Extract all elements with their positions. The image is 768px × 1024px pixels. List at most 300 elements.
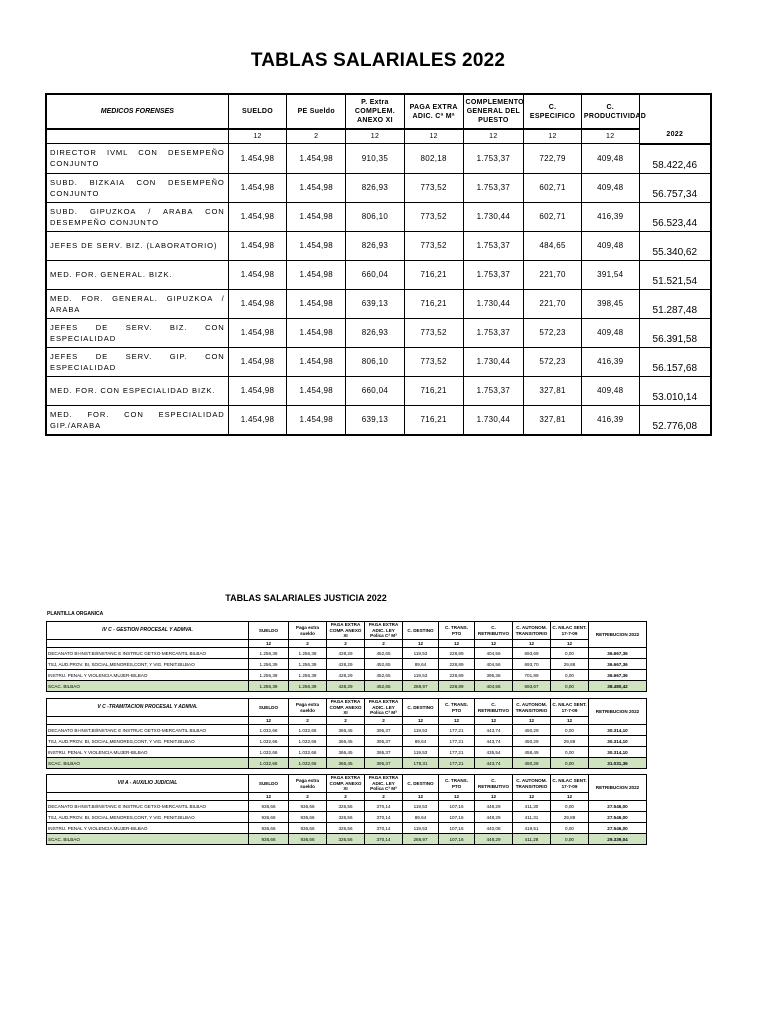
multiplier-cell: 12: [475, 793, 513, 801]
value-cell: 366,45: [327, 736, 365, 747]
row-label: SUBD. BIZKAIA CON DESEMPEÑO CONJUNTO: [46, 173, 228, 202]
multiplier-cell: 2: [365, 793, 403, 801]
multiplier-cell: 12: [475, 717, 513, 725]
value-cell: 440,08: [475, 823, 513, 834]
value-cell: 1.454,98: [228, 405, 287, 435]
column-header: C. DESTINO: [403, 775, 439, 793]
column-header: C. DESTINO: [403, 622, 439, 640]
table-row: [46, 289, 711, 318]
column-header: RETRIBUCION 2022: [589, 775, 647, 801]
value-cell: 448,29: [475, 812, 513, 823]
value-cell: 370,14: [365, 812, 403, 823]
multiplier-cell: 12: [581, 129, 639, 144]
value-cell: 221,70: [524, 260, 582, 289]
row-label: INSTRU. PENAL Y VIOLENCIA MUJER-BILBAO: [47, 823, 249, 834]
row-label: SCAC. BILBAO: [47, 758, 249, 769]
multiplier-cell: 12: [249, 717, 289, 725]
section-header-row: [47, 622, 647, 640]
value-cell: 428,29: [327, 659, 365, 670]
value-cell: 773,52: [404, 202, 463, 231]
value-cell: 693,67: [513, 681, 551, 692]
value-cell: 370,14: [365, 801, 403, 812]
value-cell: 1.454,98: [287, 260, 346, 289]
value-cell: 910,35: [346, 144, 405, 174]
value-cell: 806,10: [346, 347, 405, 376]
value-cell: 395,37: [365, 736, 403, 747]
value-cell: 773,52: [404, 347, 463, 376]
value-cell: 419,51: [513, 823, 551, 834]
row-label: DECANATO BI-INST.BI/INSTANC E INSTRUC GETXO-MERCANTIL BILBAO: [47, 648, 249, 659]
column-header: C. DESTINO: [403, 699, 439, 717]
column-header: C. RETRIBUTIVO: [475, 622, 513, 640]
value-cell: 119,53: [403, 725, 439, 736]
value-cell: 370,14: [365, 834, 403, 845]
plantilla-label: PLANTILLA ORGANICA: [47, 611, 104, 617]
value-cell: 107,16: [439, 801, 475, 812]
total-cell: 56.523,44: [639, 202, 711, 231]
row-label: MED. FOR. CON ESPECIALIDAD GIP./ARABA: [46, 405, 228, 435]
value-cell: 366,45: [327, 747, 365, 758]
column-header: C. AUTONOM. TRANSITORIO: [513, 622, 551, 640]
multiplier-cell: 12: [513, 717, 551, 725]
row-label: TSJ, AUD.PROV. BI, SOCIAL,MENORES,CONT, Y VIG. PENIT.BILBAO: [47, 659, 249, 670]
value-cell: 1.454,98: [228, 231, 287, 260]
value-cell: 716,21: [404, 260, 463, 289]
value-cell: 826,93: [346, 318, 405, 347]
value-cell: 1.454,98: [287, 347, 346, 376]
value-cell: 773,52: [404, 318, 463, 347]
multiplier-cell: 2: [327, 793, 365, 801]
row-label: INSTRU. PENAL Y VIOLENCIA MUJER-BILBAO: [47, 670, 249, 681]
value-cell: 326,56: [327, 801, 365, 812]
total-cell: 56.157,68: [639, 347, 711, 376]
value-cell: 443,74: [475, 736, 513, 747]
value-cell: 1.454,98: [287, 144, 346, 174]
value-cell: 327,81: [524, 405, 582, 435]
value-cell: 660,04: [346, 260, 405, 289]
value-cell: 409,48: [581, 318, 639, 347]
value-cell: 1.454,98: [228, 202, 287, 231]
column-header: COMPLEMENTO GENERAL DEL PUESTO: [463, 94, 524, 129]
value-cell: 1.256,39: [249, 659, 289, 670]
multiplier-cell: 12: [551, 640, 589, 648]
value-cell: 773,52: [404, 173, 463, 202]
value-cell: 177,21: [439, 758, 475, 769]
column-header: PE Sueldo: [287, 94, 346, 129]
value-cell: 443,74: [475, 725, 513, 736]
column-header: C. RETRIBUTIVO: [475, 699, 513, 717]
multiplier-cell: 12: [551, 793, 589, 801]
column-header: SUELDO: [249, 622, 289, 640]
value-cell: 1.454,98: [287, 289, 346, 318]
column-header: C. TRANS. PTO: [439, 699, 475, 717]
value-cell: 404,56: [475, 681, 513, 692]
value-cell: 404,56: [475, 659, 513, 670]
section-header-row: [47, 775, 647, 793]
value-cell: 228,89: [439, 648, 475, 659]
table-row: [47, 834, 647, 845]
value-cell: 1.753,37: [463, 144, 524, 174]
value-cell: 806,10: [346, 202, 405, 231]
total-cell: 36.667,36: [589, 670, 647, 681]
value-cell: 435,54: [475, 747, 513, 758]
value-cell: 1.454,98: [287, 318, 346, 347]
row-label: INSTRU. PENAL Y VIOLENCIA MUJER-BILBAO: [47, 747, 249, 758]
value-cell: 29,88: [551, 659, 589, 670]
column-header: SUELDO: [249, 699, 289, 717]
value-cell: 89,64: [403, 812, 439, 823]
column-header: C. AUTONOM. TRANSITORIO: [513, 699, 551, 717]
value-cell: 119,53: [403, 648, 439, 659]
value-cell: 89,64: [403, 736, 439, 747]
value-cell: 1.454,98: [228, 144, 287, 174]
multiplier-cell: 12: [524, 129, 582, 144]
column-header: PAGA EXTRA ADIC. LEY Polica Cª Mª: [365, 699, 403, 717]
table-row: [47, 670, 647, 681]
value-cell: 366,45: [327, 725, 365, 736]
value-cell: 443,74: [475, 758, 513, 769]
value-cell: 1.454,98: [228, 260, 287, 289]
value-cell: 484,65: [524, 231, 582, 260]
total-cell: 30.314,10: [589, 736, 647, 747]
value-cell: 119,53: [403, 801, 439, 812]
multiplier-cell: 12: [403, 793, 439, 801]
multiplier-cell: 2: [287, 129, 346, 144]
value-cell: 1.454,98: [287, 202, 346, 231]
table-row: [46, 202, 711, 231]
total-cell: 36.667,36: [589, 648, 647, 659]
total-cell: 31.031,36: [589, 758, 647, 769]
value-cell: 0,00: [551, 758, 589, 769]
row-label: DECANATO BI-INST.BI/INSTANC E INSTRUC GETXO-MERCANTIL BILBAO: [47, 725, 249, 736]
row-label: MED. FOR. GENERAL. GIPUZKOA / ARABA: [46, 289, 228, 318]
value-cell: 1.753,37: [463, 318, 524, 347]
justicia-section-table: [46, 621, 647, 692]
value-cell: 1.730,44: [463, 347, 524, 376]
column-header: C. TRANS. PTO: [439, 622, 475, 640]
row-label: JEFES DE SERV. BIZ. CON ESPECIALIDAD: [46, 318, 228, 347]
justicia-section-table: [46, 698, 647, 769]
column-header: PAGA EXTRA ADIC. LEY Polica Cª Mª: [365, 622, 403, 640]
column-header: C. NILAC SENT. 17-7-09: [551, 699, 589, 717]
column-header: Paga extra sueldo: [289, 775, 327, 793]
section-header-row: [47, 699, 647, 717]
table-row: [46, 144, 711, 174]
value-cell: 722,79: [524, 144, 582, 174]
column-header: PAGA EXTRA ADIC. Cª Mª: [404, 94, 463, 129]
value-cell: 89,64: [403, 659, 439, 670]
value-cell: 177,21: [439, 747, 475, 758]
value-cell: 1.032,66: [249, 758, 289, 769]
table-row: [47, 659, 647, 670]
value-cell: 107,16: [439, 823, 475, 834]
value-cell: 288,97: [403, 681, 439, 692]
page-title: TABLAS SALARIALES 2022: [250, 50, 506, 71]
value-cell: 602,71: [524, 202, 582, 231]
value-cell: 1.753,37: [463, 260, 524, 289]
multiplier-cell: 12: [513, 793, 551, 801]
value-cell: 1.256,39: [249, 648, 289, 659]
value-cell: 1.032,66: [289, 725, 327, 736]
value-cell: 0,00: [551, 648, 589, 659]
value-cell: 411,28: [513, 834, 551, 845]
value-cell: 1.454,98: [228, 376, 287, 405]
multiplier-blank: [47, 717, 249, 725]
value-cell: 639,13: [346, 289, 405, 318]
column-header: C. ESPECIFICO: [524, 94, 582, 129]
value-cell: 450,29: [513, 725, 551, 736]
value-cell: 409,48: [581, 173, 639, 202]
value-cell: 119,53: [403, 747, 439, 758]
value-cell: 119,53: [403, 670, 439, 681]
value-cell: 826,93: [346, 231, 405, 260]
value-cell: 936,66: [249, 801, 289, 812]
value-cell: 1.032,66: [249, 725, 289, 736]
total-cell: 27.546,00: [589, 823, 647, 834]
total-cell: 56.391,58: [639, 318, 711, 347]
table-row: [47, 736, 647, 747]
multiplier-blank: [46, 129, 228, 144]
multiplier-cell: 12: [403, 717, 439, 725]
total-cell: 30.314,10: [589, 725, 647, 736]
value-cell: 716,21: [404, 289, 463, 318]
multiplier-cell: 12: [346, 129, 405, 144]
value-cell: 1.256,39: [289, 670, 327, 681]
value-cell: 428,29: [327, 670, 365, 681]
value-cell: 411,30: [513, 801, 551, 812]
table-row: [47, 648, 647, 659]
total-cell: 58.422,46: [639, 144, 711, 174]
multiplier-cell: 2: [365, 640, 403, 648]
year-header: 2022: [639, 94, 711, 144]
value-cell: 428,29: [327, 681, 365, 692]
value-cell: 29,88: [551, 812, 589, 823]
value-cell: 1.454,98: [228, 173, 287, 202]
multiplier-cell: 12: [404, 129, 463, 144]
row-label: SUBD. GIPUZKOA / ARABA CON DESEMPEÑO CONJUNTO: [46, 202, 228, 231]
column-header: C. RETRIBUTIVO: [475, 775, 513, 793]
value-cell: 391,54: [581, 260, 639, 289]
value-cell: 428,29: [327, 648, 365, 659]
table-row: [46, 405, 711, 435]
table-row: [47, 725, 647, 736]
table-row: [46, 376, 711, 405]
total-cell: 52.776,08: [639, 405, 711, 435]
table-row: [46, 173, 711, 202]
value-cell: 327,81: [524, 376, 582, 405]
value-cell: 288,97: [403, 834, 439, 845]
value-cell: 1.454,98: [287, 231, 346, 260]
value-cell: 936,66: [249, 834, 289, 845]
column-header: Paga extra sueldo: [289, 699, 327, 717]
forenses-table: [45, 93, 712, 436]
value-cell: 701,89: [513, 670, 551, 681]
multiplier-cell: 12: [403, 640, 439, 648]
value-cell: 0,00: [551, 823, 589, 834]
value-cell: 450,29: [513, 736, 551, 747]
multiplier-cell: 12: [439, 717, 475, 725]
column-header: C. TRANS. PTO: [439, 775, 475, 793]
total-cell: 36.667,36: [589, 659, 647, 670]
value-cell: 936,66: [289, 812, 327, 823]
table-row: [46, 260, 711, 289]
value-cell: 1.256,39: [289, 659, 327, 670]
total-cell: 51.521,54: [639, 260, 711, 289]
column-header: P. Extra COMPLEM. ANEXO XI: [346, 94, 405, 129]
multiplier-row: [47, 717, 647, 725]
value-cell: 221,70: [524, 289, 582, 318]
value-cell: 450,28: [513, 758, 551, 769]
value-cell: 416,39: [581, 405, 639, 435]
value-cell: 1.730,44: [463, 405, 524, 435]
total-cell: 53.010,14: [639, 376, 711, 405]
section-title: VII A - AUXILIO JUDICIAL: [47, 775, 249, 793]
justicia-section-table: [46, 774, 647, 845]
multiplier-row: [46, 129, 711, 144]
row-label: SCAC. BILBAO: [47, 834, 249, 845]
value-cell: 936,66: [249, 823, 289, 834]
value-cell: 0,00: [551, 670, 589, 681]
value-cell: 1.454,98: [287, 376, 346, 405]
category-title: MEDICOS FORENSES: [46, 94, 228, 129]
multiplier-cell: 12: [475, 640, 513, 648]
value-cell: 228,89: [439, 670, 475, 681]
value-cell: 458,49: [513, 747, 551, 758]
value-cell: 1.454,98: [228, 289, 287, 318]
value-cell: 29,88: [551, 736, 589, 747]
row-label: JEFES DE SERV. BIZ. (LABORATORIO): [46, 231, 228, 260]
total-cell: 27.546,00: [589, 801, 647, 812]
value-cell: 1.256,39: [249, 681, 289, 692]
value-cell: 693,70: [513, 659, 551, 670]
value-cell: 452,65: [365, 681, 403, 692]
value-cell: 409,48: [581, 231, 639, 260]
value-cell: 602,71: [524, 173, 582, 202]
row-label: TSJ, AUD.PROV. BI, SOCIAL,MENORES,CONT, Y VIG. PENIT.BILBAO: [47, 736, 249, 747]
total-cell: 55.340,62: [639, 231, 711, 260]
value-cell: 452,65: [365, 648, 403, 659]
value-cell: 936,66: [289, 834, 327, 845]
row-label: JEFES DE SERV. GIP. CON ESPECIALIDAD: [46, 347, 228, 376]
total-cell: 51.287,48: [639, 289, 711, 318]
value-cell: 1.753,37: [463, 173, 524, 202]
multiplier-cell: 12: [439, 640, 475, 648]
value-cell: 1.454,98: [228, 347, 287, 376]
multiplier-cell: 12: [249, 793, 289, 801]
total-cell: 38.480,42: [589, 681, 647, 692]
value-cell: 693,69: [513, 648, 551, 659]
value-cell: 370,14: [365, 823, 403, 834]
column-header: RETRIBUCION 2022: [589, 699, 647, 725]
value-cell: 452,65: [365, 670, 403, 681]
multiplier-cell: 12: [463, 129, 524, 144]
multiplier-cell: 12: [551, 717, 589, 725]
value-cell: 1.454,98: [228, 318, 287, 347]
section-title: V C -TRAMITACION PROCESAL Y ADMVA.: [47, 699, 249, 717]
value-cell: 416,39: [581, 347, 639, 376]
value-cell: 1.454,98: [287, 173, 346, 202]
multiplier-cell: 2: [289, 793, 327, 801]
value-cell: 448,29: [475, 801, 513, 812]
table-row: [46, 231, 711, 260]
section-title: IV C - GESTION PROCESAL Y ADMVA.: [47, 622, 249, 640]
multiplier-row: [47, 793, 647, 801]
value-cell: 0,00: [551, 747, 589, 758]
multiplier-cell: 2: [327, 640, 365, 648]
table-row: [47, 823, 647, 834]
row-label: MED. FOR. GENERAL. BIZK.: [46, 260, 228, 289]
total-cell: 30.314,10: [589, 747, 647, 758]
value-cell: 1.032,66: [289, 736, 327, 747]
value-cell: 1.730,44: [463, 202, 524, 231]
total-cell: 29.339,04: [589, 834, 647, 845]
value-cell: 1.032,66: [289, 747, 327, 758]
value-cell: 0,00: [551, 834, 589, 845]
value-cell: 107,16: [439, 834, 475, 845]
column-header: SUELDO: [228, 94, 287, 129]
value-cell: 639,13: [346, 405, 405, 435]
value-cell: 396,36: [475, 670, 513, 681]
multiplier-row: [47, 640, 647, 648]
value-cell: 773,52: [404, 231, 463, 260]
multiplier-blank: [47, 793, 249, 801]
row-label: SCAC. BILBAO: [47, 681, 249, 692]
table-row: [47, 801, 647, 812]
row-label: MED. FOR. CON ESPECIALIDAD BIZK.: [46, 376, 228, 405]
value-cell: 177,21: [439, 725, 475, 736]
table-row: [46, 347, 711, 376]
value-cell: 1.730,44: [463, 289, 524, 318]
value-cell: 1.032,66: [249, 747, 289, 758]
value-cell: 416,39: [581, 202, 639, 231]
value-cell: 448,29: [475, 834, 513, 845]
multiplier-cell: 2: [289, 640, 327, 648]
multiplier-cell: 2: [365, 717, 403, 725]
total-cell: 27.546,00: [589, 812, 647, 823]
value-cell: 1.256,39: [249, 670, 289, 681]
row-label: TSJ, AUD.PROV. BI, SOCIAL,MENORES,CONT, Y VIG. PENIT.BILBAO: [47, 812, 249, 823]
value-cell: 409,48: [581, 376, 639, 405]
multiplier-cell: 2: [327, 717, 365, 725]
table-row: [47, 812, 647, 823]
column-header: PAGA EXTRA COMP. ANEXO XI: [327, 622, 365, 640]
value-cell: 936,66: [249, 812, 289, 823]
table-row: [46, 318, 711, 347]
column-header: C. NILAC SENT. 17-7-09: [551, 622, 589, 640]
value-cell: 119,53: [403, 823, 439, 834]
value-cell: 572,23: [524, 347, 582, 376]
justicia-title: TABLAS SALARIALES JUSTICIA 2022: [225, 593, 387, 603]
column-header: PAGA EXTRA COMP. ANEXO XI: [327, 775, 365, 793]
value-cell: 1.032,66: [249, 736, 289, 747]
value-cell: 326,56: [327, 823, 365, 834]
value-cell: 366,45: [327, 758, 365, 769]
column-header: RETRIBUCION 2022: [589, 622, 647, 648]
value-cell: 178,31: [403, 758, 439, 769]
column-header: C. PRODUCTIVIDAD: [581, 94, 639, 129]
multiplier-cell: 12: [439, 793, 475, 801]
multiplier-cell: 12: [228, 129, 287, 144]
column-header: C. NILAC SENT. 17-7-09: [551, 775, 589, 793]
value-cell: 411,31: [513, 812, 551, 823]
value-cell: 398,45: [581, 289, 639, 318]
column-header: C. AUTONOM. TRANSITORIO: [513, 775, 551, 793]
value-cell: 936,66: [289, 801, 327, 812]
total-cell: 56.757,34: [639, 173, 711, 202]
value-cell: 572,23: [524, 318, 582, 347]
value-cell: 395,37: [365, 725, 403, 736]
value-cell: 228,89: [439, 659, 475, 670]
